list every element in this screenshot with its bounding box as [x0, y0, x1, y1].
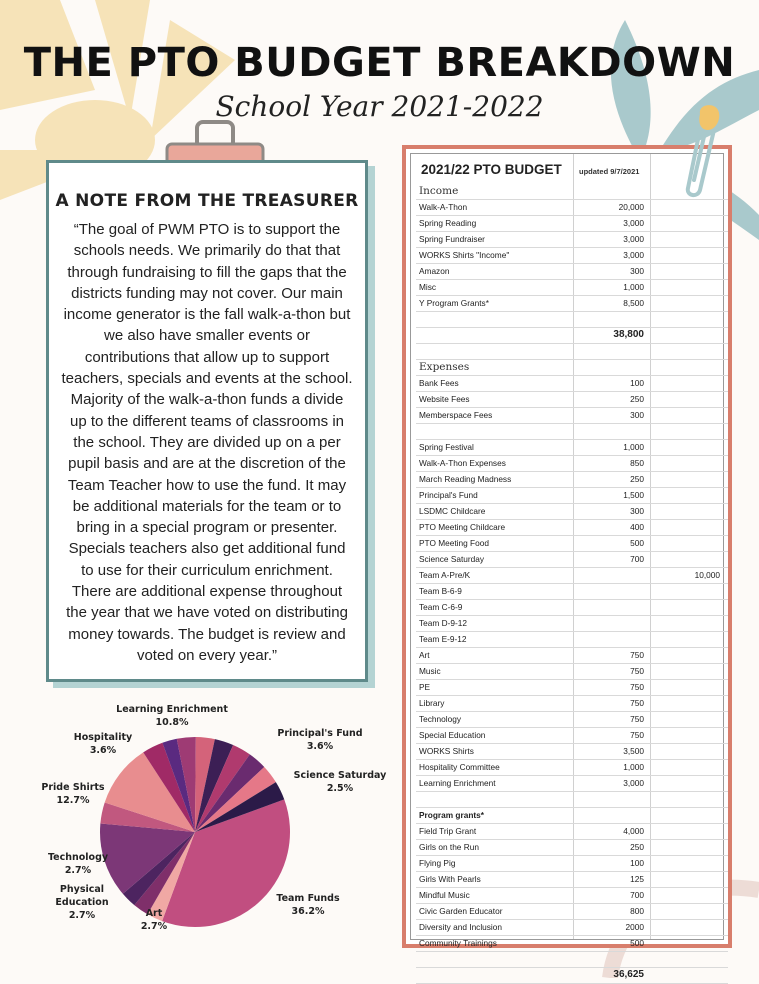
budget-pie-chart [30, 695, 387, 975]
sheet-row [416, 280, 728, 296]
sheet-row [416, 568, 728, 584]
row-label: Bank Fees [419, 378, 459, 388]
row-amount: 750 [630, 698, 644, 708]
pie-label-hospitality: Hospitality 3.6% [73, 732, 133, 756]
page-subtitle: School Year 2021-2022 [215, 90, 544, 123]
row-amount: 750 [630, 682, 644, 692]
sheet-row [416, 552, 728, 568]
row-amount: 100 [630, 858, 644, 868]
pie-label-pride-shirts: Pride Shirts 12.7% [41, 782, 105, 806]
row-label: Girls on the Run [419, 842, 479, 852]
row-label: Income [419, 185, 459, 197]
sheet-row [416, 472, 728, 488]
row-amount: 3,500 [623, 746, 644, 756]
row-amount: 3,000 [623, 234, 644, 244]
row-amount: 850 [630, 458, 644, 468]
row-label: Team D-9-12 [419, 618, 467, 628]
row-amount: 250 [630, 474, 644, 484]
row-amount: 300 [630, 410, 644, 420]
sheet-row [416, 584, 728, 600]
row-label: Civic Garden Educator [419, 906, 503, 916]
sheet-row [416, 216, 728, 232]
row-amount: 750 [630, 650, 644, 660]
row-label: Walk-A-Thon Expenses [419, 458, 506, 468]
sheet-row [416, 648, 728, 664]
page-title: THE PTO BUDGET BREAKDOWN [23, 40, 736, 86]
row-amount: 100 [630, 378, 644, 388]
row-amount: 38,800 [613, 329, 644, 340]
sheet-title: 2021/22 PTO BUDGET [421, 162, 562, 177]
row-amount: 3,000 [623, 218, 644, 228]
row-label: Team E-9-12 [419, 634, 467, 644]
row-label: PTO Meeting Food [419, 538, 489, 548]
sheet-row [416, 536, 728, 552]
pie-label-team-funds: Team Funds 36.2% [276, 893, 340, 917]
row-label: Community Trainings [419, 938, 497, 948]
sheet-row [416, 808, 728, 824]
row-amount: 3,000 [623, 778, 644, 788]
sheet-row [416, 296, 728, 312]
sheet-row [416, 520, 728, 536]
pie-label-physical-education: Physical Education 2.7% [55, 884, 109, 921]
sheet-row [416, 888, 728, 904]
row-label: PTO Meeting Childcare [419, 522, 506, 532]
row-label: WORKS Shirts "Income" [419, 250, 510, 260]
row-amount: 1,500 [623, 490, 644, 500]
row-amount: 1,000 [623, 442, 644, 452]
sheet-row [416, 728, 728, 744]
row-amount: 20,000 [618, 202, 644, 212]
row-label: LSDMC Childcare [419, 506, 486, 516]
sheet-row [416, 632, 728, 648]
note-heading: A NOTE FROM THE TREASURER [55, 191, 359, 211]
row-amount: 800 [630, 906, 644, 916]
sheet-row [416, 456, 728, 472]
pie-label-technology: Technology 2.7% [47, 852, 109, 876]
sheet-row [416, 328, 728, 344]
row-label: Team C-6-9 [419, 602, 463, 612]
row-amount: 400 [630, 522, 644, 532]
row-amount: 250 [630, 842, 644, 852]
sheet-row [416, 744, 728, 760]
note-body: “The goal of PWM PTO is to support the schools needs. We primarily do that that through fundraising to fill the gaps that the districts funding may not cover. Our main income generator is the fall walk-a-thon but we also have smaller events or contributions that allow up to support teachers, specials and events at the school. Majority of the walk-a-thon funds a divide up to the different teams of classrooms in the school. They are divided up on a per pupil basis and are at the discretion of the Team Teacher how to use the fund. It may be additional materials for the team or to bring in a special program or presenter. Specials teachers also get additional fund to use for their curriculum enrichment. There are additional expense throughout the year that we have voted on distributing money towards. The budget is review and voted on every year.” [61, 221, 353, 664]
sheet-row [416, 200, 728, 216]
sheet-row [416, 504, 728, 520]
row-amount: 125 [630, 874, 644, 884]
row-label: March Reading Madness [419, 474, 512, 484]
paperclip-icon [680, 100, 730, 200]
sheet-row [416, 440, 728, 456]
row-label: Memberspace Fees [419, 410, 493, 420]
pie-label-learning-enrichment: Learning Enrichment 10.8% [116, 704, 228, 728]
sheet-row [416, 968, 728, 984]
treasurer-note-card [46, 160, 368, 682]
sheet-row [416, 840, 728, 856]
sheet-row [416, 664, 728, 680]
row-label: Learning Enrichment [419, 778, 496, 788]
row-amount: 500 [630, 538, 644, 548]
row-label: Girls With Pearls [419, 874, 481, 884]
row-label: Special Education [419, 730, 486, 740]
sheet-row [416, 264, 728, 280]
sheet-row [416, 952, 728, 968]
sheet-row [416, 248, 728, 264]
budget-rows [416, 184, 728, 984]
row-amount: 250 [630, 394, 644, 404]
row-label: Website Fees [419, 394, 470, 404]
sheet-row [416, 936, 728, 952]
sheet-row [416, 792, 728, 808]
sheet-row [416, 872, 728, 888]
row-label: Walk-A-Thon [419, 202, 468, 212]
row-label: Program grants* [419, 810, 485, 820]
row-amount: 300 [630, 266, 644, 276]
row-amount: 750 [630, 666, 644, 676]
row-label: Team A-Pre/K [419, 570, 471, 580]
sheet-row [416, 488, 728, 504]
sheet-row [416, 696, 728, 712]
row-label: Technology [419, 714, 461, 724]
sheet-row [416, 360, 728, 376]
sheet-row [416, 904, 728, 920]
row-amount: 750 [630, 730, 644, 740]
sheet-row [416, 344, 728, 360]
sheet-row [416, 392, 728, 408]
row-amount: 36,625 [613, 969, 644, 980]
sheet-row [416, 856, 728, 872]
row-label: Field Trip Grant [419, 826, 477, 836]
row-label: Music [419, 666, 441, 676]
row-label: Flying Pig [419, 858, 456, 868]
sheet-row [416, 408, 728, 424]
pie-label-art: Art 2.7% [140, 908, 168, 932]
row-amount: 300 [630, 506, 644, 516]
sheet-row [416, 232, 728, 248]
sheet-updated-date: updated 9/7/2021 [579, 167, 640, 176]
row-amount: 2000 [625, 922, 644, 932]
sheet-row [416, 616, 728, 632]
sheet-row [416, 920, 728, 936]
row-label: Spring Fundraiser [419, 234, 485, 244]
row-amount: 750 [630, 714, 644, 724]
row-label: Principal's Fund [419, 490, 478, 500]
row-label: Team B-6-9 [419, 586, 462, 596]
row-label: Y Program Grants* [419, 298, 489, 308]
row-label: Diversity and Inclusion [419, 922, 503, 932]
row-amount: 1,000 [623, 282, 644, 292]
row-label: PE [419, 682, 431, 692]
pie-label-science-saturday: Science Saturday 2.5% [293, 770, 387, 794]
sheet-row [416, 312, 728, 328]
row-label: Mindful Music [419, 890, 470, 900]
row-amount: 4,000 [623, 826, 644, 836]
sheet-row [416, 712, 728, 728]
row-label: Expenses [419, 361, 470, 373]
sheet-row [416, 776, 728, 792]
row-label: WORKS Shirts [419, 746, 474, 756]
row-label: Science Saturday [419, 554, 485, 564]
row-amount: 8,500 [623, 298, 644, 308]
sheet-row [416, 680, 728, 696]
sheet-row [416, 824, 728, 840]
row-amount: 500 [630, 938, 644, 948]
pie-label-principals-fund: Principal's Fund 3.6% [277, 728, 363, 752]
row-label: Hospitality Committee [419, 762, 500, 772]
row-label: Spring Reading [419, 218, 477, 228]
row-label: Spring Festival [419, 442, 474, 452]
row-label: Art [419, 650, 430, 660]
row-amount: 3,000 [623, 250, 644, 260]
row-amount: 700 [630, 890, 644, 900]
row-amount: 700 [630, 554, 644, 564]
row-label: Amazon [419, 266, 450, 276]
budget-sheet-grid [410, 153, 724, 980]
row-label: Library [419, 698, 445, 708]
row-label: Misc [419, 282, 437, 292]
sheet-row [416, 424, 728, 440]
row-amount-extra: 10,000 [694, 570, 720, 580]
budget-sheet [406, 149, 728, 980]
sheet-row [416, 760, 728, 776]
sheet-row [416, 600, 728, 616]
sheet-row [416, 376, 728, 392]
row-amount: 1,000 [623, 762, 644, 772]
